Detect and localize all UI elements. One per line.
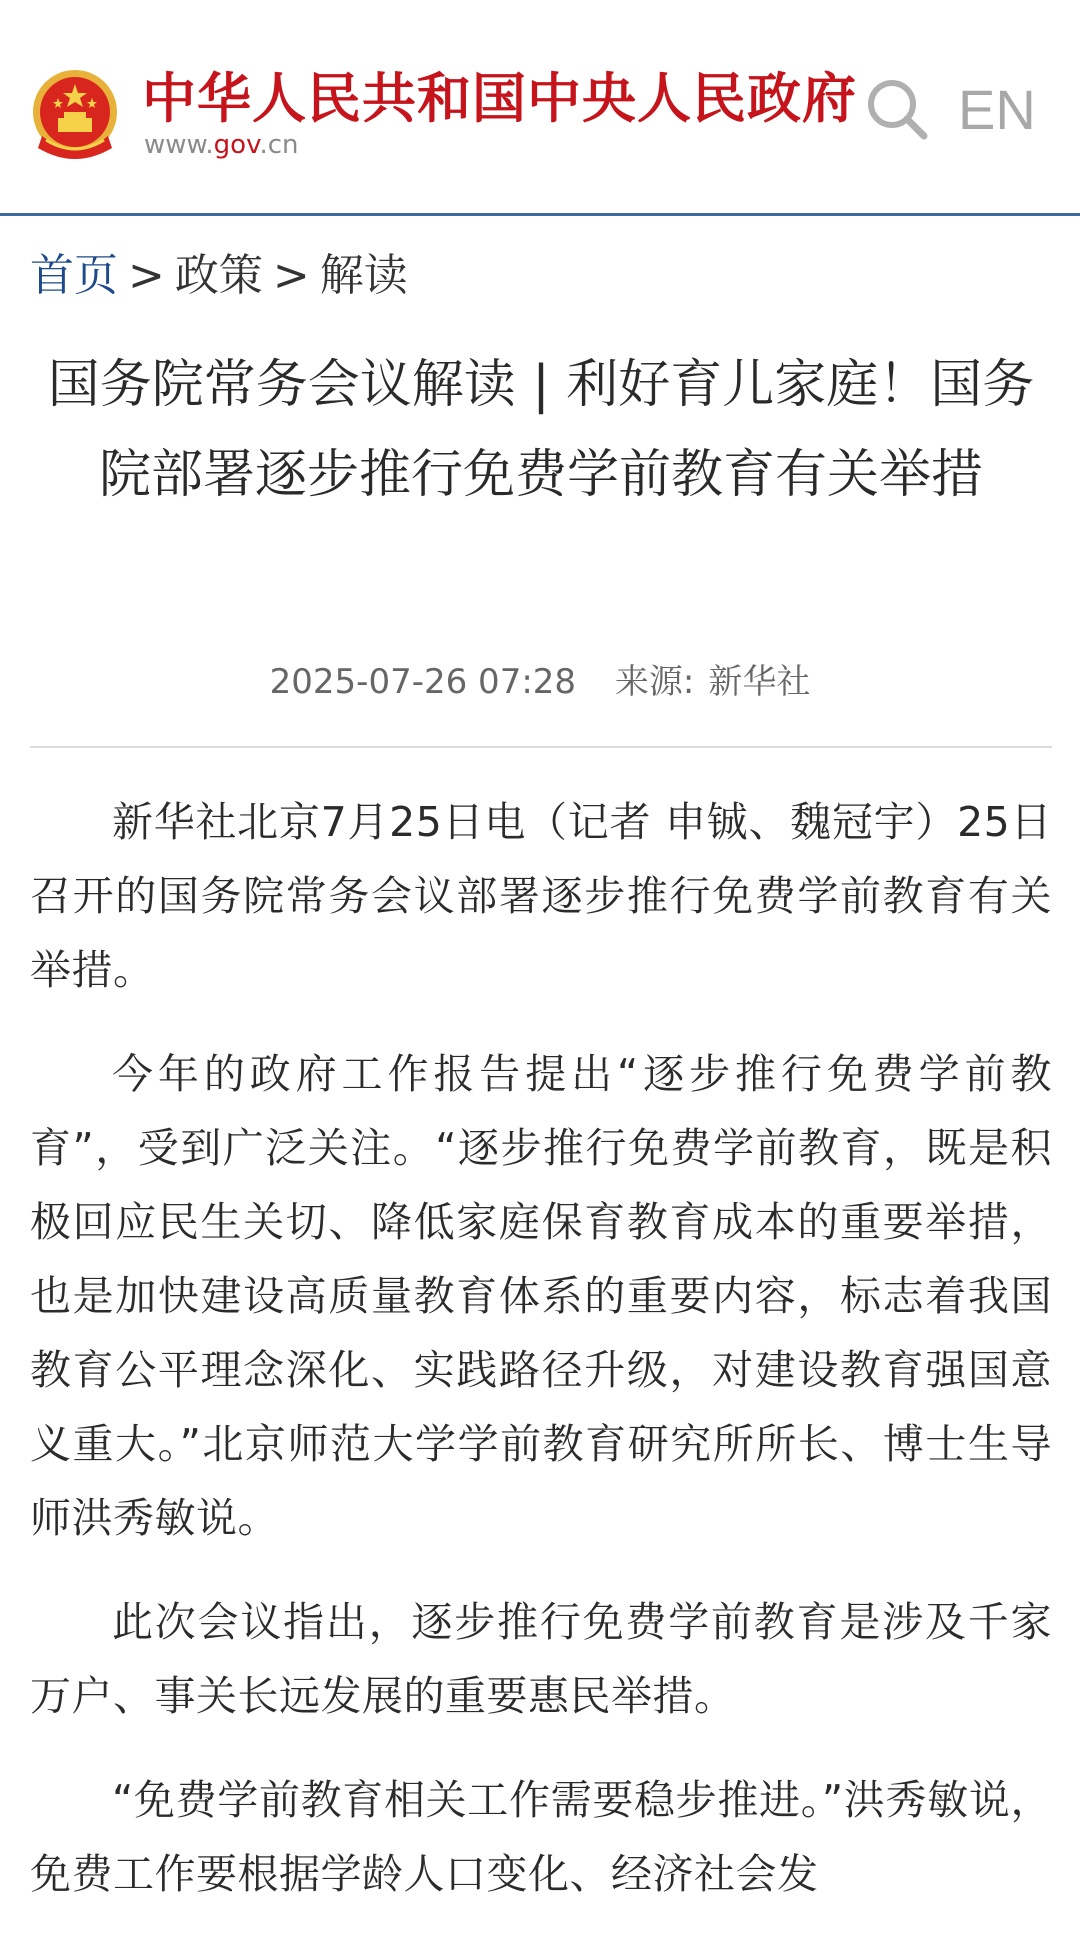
article-datetime: 2025-07-26 07:28 bbox=[269, 662, 577, 702]
article-paragraph: “免费学前教育相关工作需要稳步推进。”洪秀敏说，免费工作要根据学龄人口变化、经济社会发 bbox=[30, 1776, 1052, 1898]
breadcrumb-policy-link[interactable]: 政策 bbox=[174, 250, 263, 301]
breadcrumb-separator: > bbox=[128, 250, 165, 301]
article-paragraph: 今年的政府工作报告提出“逐步推行免费学前教育”，受到广泛关注。“逐步推行免费学前教育，既是积极回应民生关切、降低家庭保育教育成本的重要举措，也是加快建设高质量教育体系的重要内容，标志着我国教育公平理念深化、实践路径升级，对建设教育强国意义重大。”北京师范大学学前教育研究所所长、博士生导师洪秀敏说。 bbox=[30, 1050, 1052, 1542]
site-url-gov: gov bbox=[213, 130, 260, 160]
national-emblem-icon[interactable] bbox=[28, 66, 122, 168]
breadcrumb-separator: > bbox=[272, 250, 310, 301]
article-source: 新华社 bbox=[708, 662, 811, 702]
article-body bbox=[30, 785, 1052, 1941]
article-title: 国务院常务会议解读 | 利好育儿家庭！国务院部署逐步推行免费学前教育有关举措 bbox=[47, 355, 1035, 505]
site-url bbox=[144, 128, 299, 162]
divider bbox=[30, 746, 1052, 748]
breadcrumb bbox=[30, 246, 408, 306]
search-icon[interactable] bbox=[862, 74, 932, 144]
article-paragraph: 新华社北京7月25日电（记者 申铖、魏冠宇）25日召开的国务院常务会议部署逐步推行免费学前教育有关举措。 bbox=[30, 798, 1052, 994]
article-meta bbox=[0, 660, 1080, 704]
article-paragraph: 此次会议指出，逐步推行免费学前教育是涉及千家万户、事关长远发展的重要惠民举措。 bbox=[30, 1598, 1052, 1720]
site-name[interactable]: 中华人民共和国中央人民政府 bbox=[142, 67, 857, 130]
site-url-suffix: .cn bbox=[259, 130, 299, 160]
language-switch-button[interactable]: EN bbox=[958, 78, 1036, 141]
breadcrumb-home-link[interactable]: 首页 bbox=[30, 250, 118, 301]
breadcrumb-interpretation-link[interactable]: 解读 bbox=[319, 250, 408, 301]
site-header bbox=[0, 0, 1080, 216]
article-source-label: 来源: bbox=[614, 662, 695, 702]
site-url-prefix: www. bbox=[144, 130, 214, 160]
